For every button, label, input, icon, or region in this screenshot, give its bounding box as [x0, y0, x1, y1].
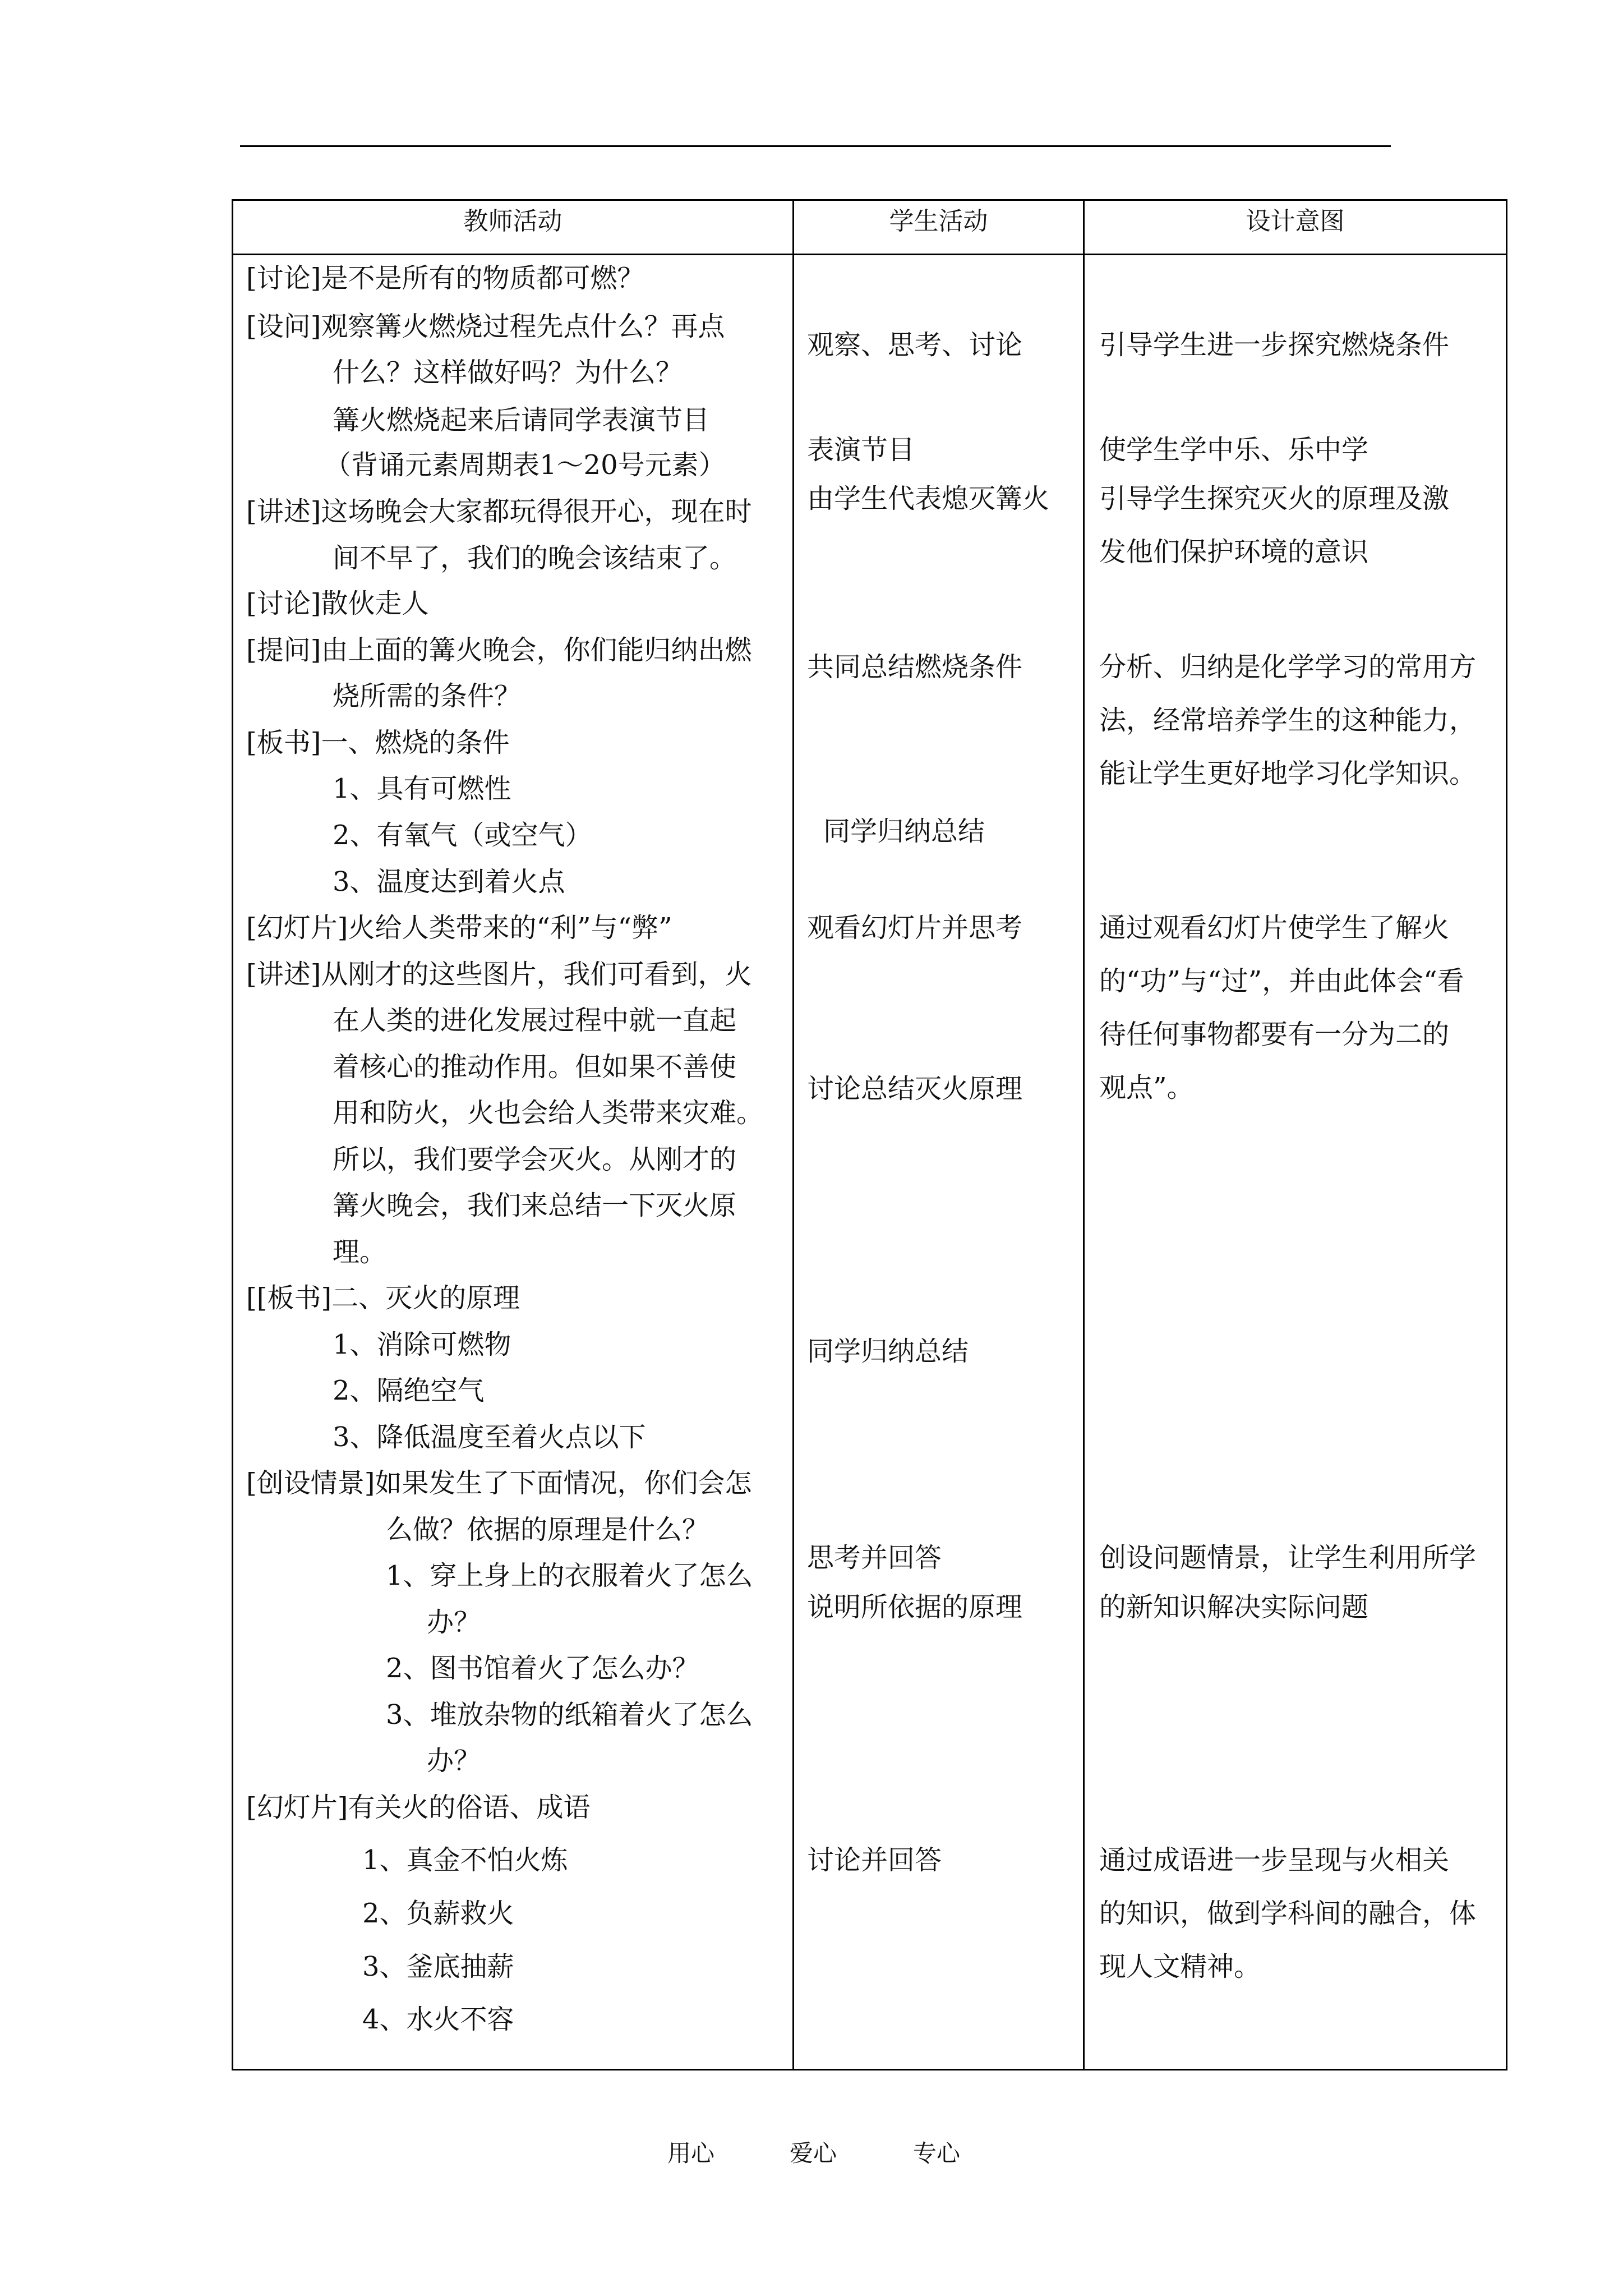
- intent-line: 的“功”与“过”，并由此体会“看: [1099, 965, 1464, 997]
- teacher-line: [设问]观察篝火燃烧过程先点什么？再点: [246, 311, 725, 342]
- header-rule: [240, 145, 1391, 147]
- intent-line: 的新知识解决实际问题: [1099, 1591, 1369, 1623]
- teacher-activity-cell: [233, 255, 794, 2070]
- teacher-line: 烧所需的条件？: [333, 680, 522, 712]
- teacher-line: 用和防火，火也会给人类带来灾难。: [333, 1097, 764, 1129]
- teacher-line: [板书]一、燃烧的条件: [246, 727, 510, 758]
- intent-line: 分析、归纳是化学学习的常用方: [1099, 651, 1477, 683]
- student-activity-cell: [794, 255, 1084, 2070]
- teacher-line: 什么？这样做好吗？为什么？: [333, 357, 683, 388]
- header-teacher-activity: 教师活动: [233, 200, 794, 255]
- intent-line: 发他们保护环境的意识: [1099, 536, 1369, 568]
- teacher-line: 着核心的推动作用。但如果不善使: [333, 1051, 737, 1083]
- teacher-line: [幻灯片]有关火的俗语、成语: [246, 1792, 591, 1823]
- teacher-line: 么做？依据的原理是什么？: [386, 1514, 709, 1545]
- student-line: 由学生代表熄灭篝火: [807, 483, 1050, 514]
- intent-line: 法，经常培养学生的这种能力，: [1099, 705, 1477, 736]
- teacher-line: 办？: [427, 1607, 481, 1638]
- intent-line: 创设问题情景，让学生利用所学: [1099, 1542, 1477, 1573]
- student-line: 说明所依据的原理: [807, 1591, 1023, 1623]
- footer-motto: 爱心: [790, 2139, 837, 2167]
- intent-line: 的知识，做到学科间的融合，体: [1099, 1898, 1477, 1929]
- intent-line: 引导学生探究灭火的原理及激: [1099, 483, 1450, 514]
- teacher-line: 4、水火不容: [362, 2004, 514, 2035]
- design-intent-cell: [1084, 255, 1507, 2070]
- teacher-line: 2、图书馆着火了怎么办？: [386, 1653, 699, 1684]
- intent-line: 现人文精神。: [1099, 1951, 1261, 1982]
- student-line: 同学归纳总结: [807, 1336, 969, 1367]
- student-line: 同学归纳总结: [823, 816, 985, 847]
- teacher-line: [讨论]是不是所有的物质都可燃？: [246, 263, 644, 294]
- lesson-plan-table: [232, 199, 1507, 2070]
- teacher-line: [讲述]这场晚会大家都玩得很开心，现在时: [246, 496, 752, 527]
- intent-line: 通过观看幻灯片使学生了解火: [1099, 912, 1450, 944]
- footer-motto: 用心: [667, 2139, 715, 2167]
- student-line: 思考并回答: [807, 1542, 942, 1573]
- teacher-line: 3、堆放杂物的纸箱着火了怎么: [386, 1699, 753, 1731]
- teacher-line: 在人类的进化发展过程中就一直起: [333, 1005, 737, 1036]
- teacher-line: [幻灯片]火给人类带来的“利”与“弊”: [246, 912, 672, 944]
- teacher-line: （背诵元素周期表1～20号元素）: [324, 449, 726, 481]
- student-line: 观察、思考、讨论: [807, 329, 1023, 361]
- table-body-row: [233, 255, 1507, 2070]
- intent-line: 待任何事物都要有一分为二的: [1099, 1019, 1450, 1050]
- teacher-line: 3、釜底抽薪: [362, 1951, 514, 1982]
- teacher-line: [[板书]二、灭火的原理: [246, 1282, 520, 1314]
- intent-line: 观点”。: [1099, 1072, 1194, 1103]
- student-line: 讨论总结灭火原理: [807, 1073, 1023, 1105]
- teacher-line: 1、消除可燃物: [333, 1329, 511, 1360]
- student-line: 表演节目: [807, 434, 915, 466]
- table-header-row: [233, 200, 1507, 255]
- teacher-line: [创设情景]如果发生了下面情况，你们会怎: [246, 1467, 752, 1499]
- teacher-line: 篝火燃烧起来后请同学表演节目: [333, 404, 710, 436]
- teacher-line: 2、负薪救火: [362, 1898, 514, 1929]
- intent-line: 使学生学中乐、乐中学: [1099, 434, 1369, 466]
- student-line: 共同总结燃烧条件: [807, 651, 1023, 683]
- teacher-line: 3、降低温度至着火点以下: [333, 1421, 646, 1453]
- intent-line: 引导学生进一步探究燃烧条件: [1099, 329, 1450, 361]
- teacher-line: 3、温度达到着火点: [333, 866, 565, 898]
- teacher-line: 篝火晚会，我们来总结一下灭火原: [333, 1190, 737, 1221]
- teacher-line: [讨论]散伙走人: [246, 588, 429, 619]
- teacher-line: 1、真金不怕火炼: [362, 1844, 568, 1876]
- student-line: 观看幻灯片并思考: [807, 912, 1023, 944]
- footer-motto: 专心: [913, 2139, 961, 2167]
- teacher-line: 所以，我们要学会灭火。从刚才的: [333, 1144, 737, 1175]
- teacher-line: 理。: [333, 1236, 387, 1268]
- teacher-line: [讲述]从刚才的这些图片，我们可看到，火: [246, 959, 752, 990]
- student-line: 讨论并回答: [807, 1844, 942, 1876]
- teacher-line: 间不早了，我们的晚会该结束了。: [333, 542, 737, 574]
- teacher-line: 2、隔绝空气: [333, 1375, 485, 1406]
- intent-line: 能让学生更好地学习化学知识。: [1099, 758, 1477, 789]
- teacher-line: [提问]由上面的篝火晚会，你们能归纳出燃: [246, 634, 752, 666]
- teacher-line: 1、具有可燃性: [333, 773, 511, 804]
- header-student-activity: 学生活动: [794, 200, 1084, 255]
- teacher-line: 办？: [427, 1745, 481, 1777]
- header-design-intent: 设计意图: [1084, 200, 1507, 255]
- teacher-line: 1、穿上身上的衣服着火了怎么: [386, 1560, 753, 1591]
- intent-line: 通过成语进一步呈现与火相关: [1099, 1844, 1450, 1876]
- teacher-line: 2、有氧气（或空气）: [333, 820, 592, 851]
